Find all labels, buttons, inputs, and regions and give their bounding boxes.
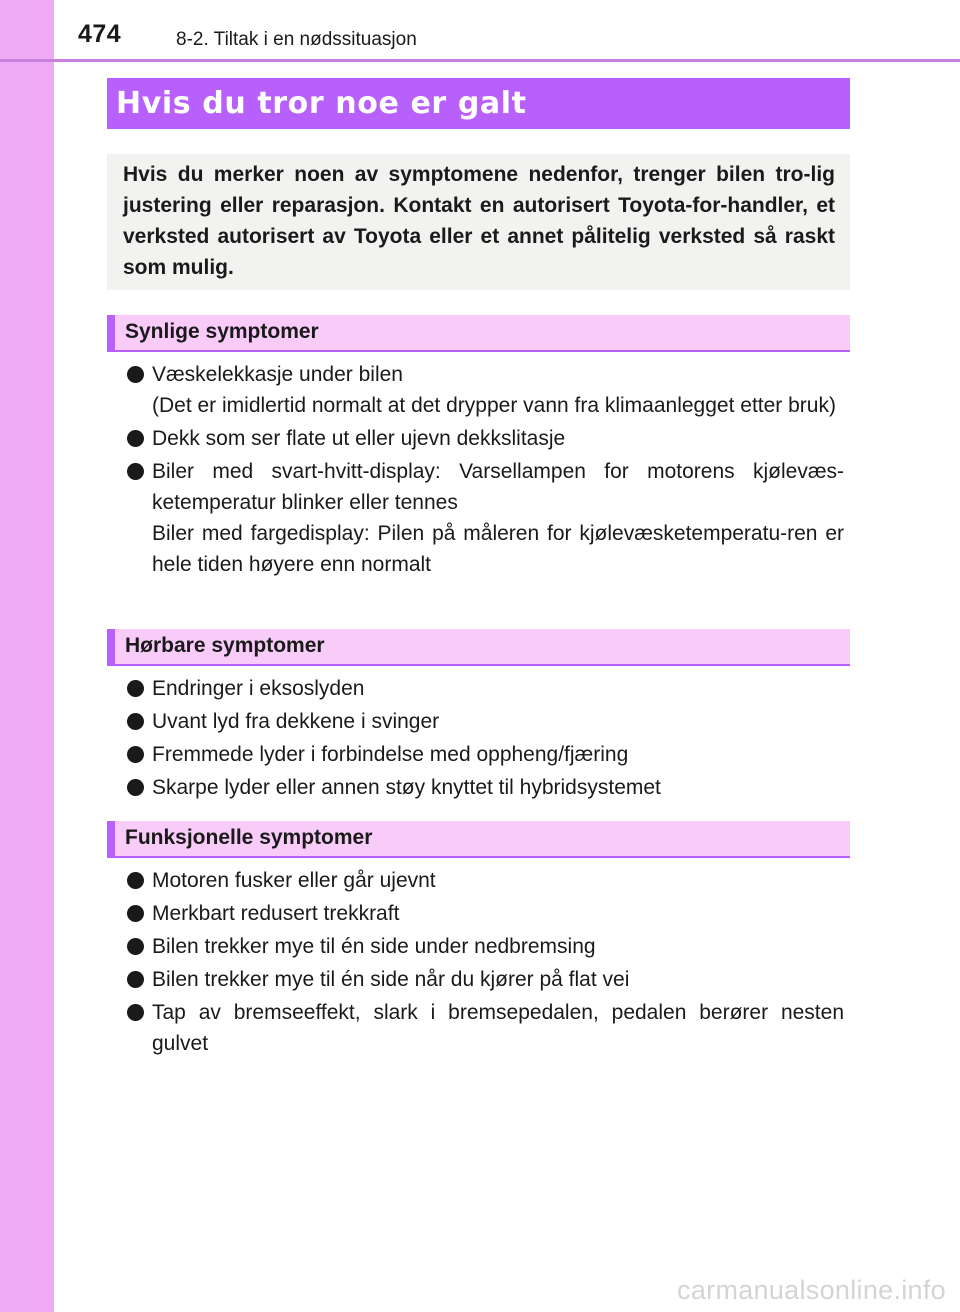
bullet-icon: [127, 1004, 144, 1021]
list-item: Tap av bremseeffekt, slark i bremsepedalen, pedalen berører nesten gulvet: [127, 997, 844, 1059]
intro-box: [107, 154, 850, 290]
list-functional-symptoms: [127, 865, 844, 1061]
bullet-icon: [127, 430, 144, 447]
list-item: Uvant lyd fra dekkene i svinger: [127, 706, 844, 737]
list-audible-symptoms: [127, 673, 844, 805]
bullet-icon: [127, 463, 144, 480]
bullet-icon: [127, 905, 144, 922]
bullet-icon: [127, 938, 144, 955]
section-heading-audible: Hørbare symptomer: [107, 629, 850, 666]
list-item: Dekk som ser flate ut eller ujevn dekkslitasje: [127, 423, 844, 454]
page-title: Hvis du tror noe er galt: [107, 78, 850, 129]
bullet-icon: [127, 971, 144, 988]
bullet-icon: [127, 872, 144, 889]
header-rule: [0, 59, 960, 62]
list-visible-symptoms: [127, 359, 844, 582]
list-item: Biler med svart-hvitt-display: Varsellampen for motorens kjølevæs-ketemperatur blinker eller tennes Biler med fargedisplay: Pilen på måleren for kjølevæsketemperatu-ren er hele tiden høyere enn normalt: [127, 456, 844, 580]
list-item: Fremmede lyder i forbindelse med oppheng/fjæring: [127, 739, 844, 770]
page-number: 474: [78, 20, 122, 48]
bullet-icon: [127, 746, 144, 763]
watermark: carmanualsonline.info: [677, 1275, 946, 1305]
section-heading-visible: Synlige symptomer: [107, 315, 850, 352]
list-item: Merkbart redusert trekkraft: [127, 898, 844, 929]
bullet-icon: [127, 713, 144, 730]
list-item: Motoren fusker eller går ujevnt: [127, 865, 844, 896]
section-reference: 8-2. Tiltak i en nødssituasjon: [176, 29, 417, 50]
list-item: Væskelekkasje under bilen (Det er imidlertid normalt at det drypper vann fra klimaanlegget etter bruk): [127, 359, 844, 421]
list-item: Endringer i eksoslyden: [127, 673, 844, 704]
side-strip: [0, 0, 54, 1312]
bullet-icon: [127, 366, 144, 383]
section-heading-functional: Funksjonelle symptomer: [107, 821, 850, 858]
list-item: Bilen trekker mye til én side under nedbremsing: [127, 931, 844, 962]
list-item: Skarpe lyder eller annen støy knyttet til hybridsystemet: [127, 772, 844, 803]
list-item: Bilen trekker mye til én side når du kjører på flat vei: [127, 964, 844, 995]
bullet-icon: [127, 779, 144, 796]
bullet-icon: [127, 680, 144, 697]
intro-text: Hvis du merker noen av symptomene nedenfor, trenger bilen tro-lig justering eller reparasjon. Kontakt en autorisert Toyota-for-handler, et verksted autorisert av Toyota eller et annet pålitelig verksted så raskt som mulig.: [123, 163, 835, 279]
